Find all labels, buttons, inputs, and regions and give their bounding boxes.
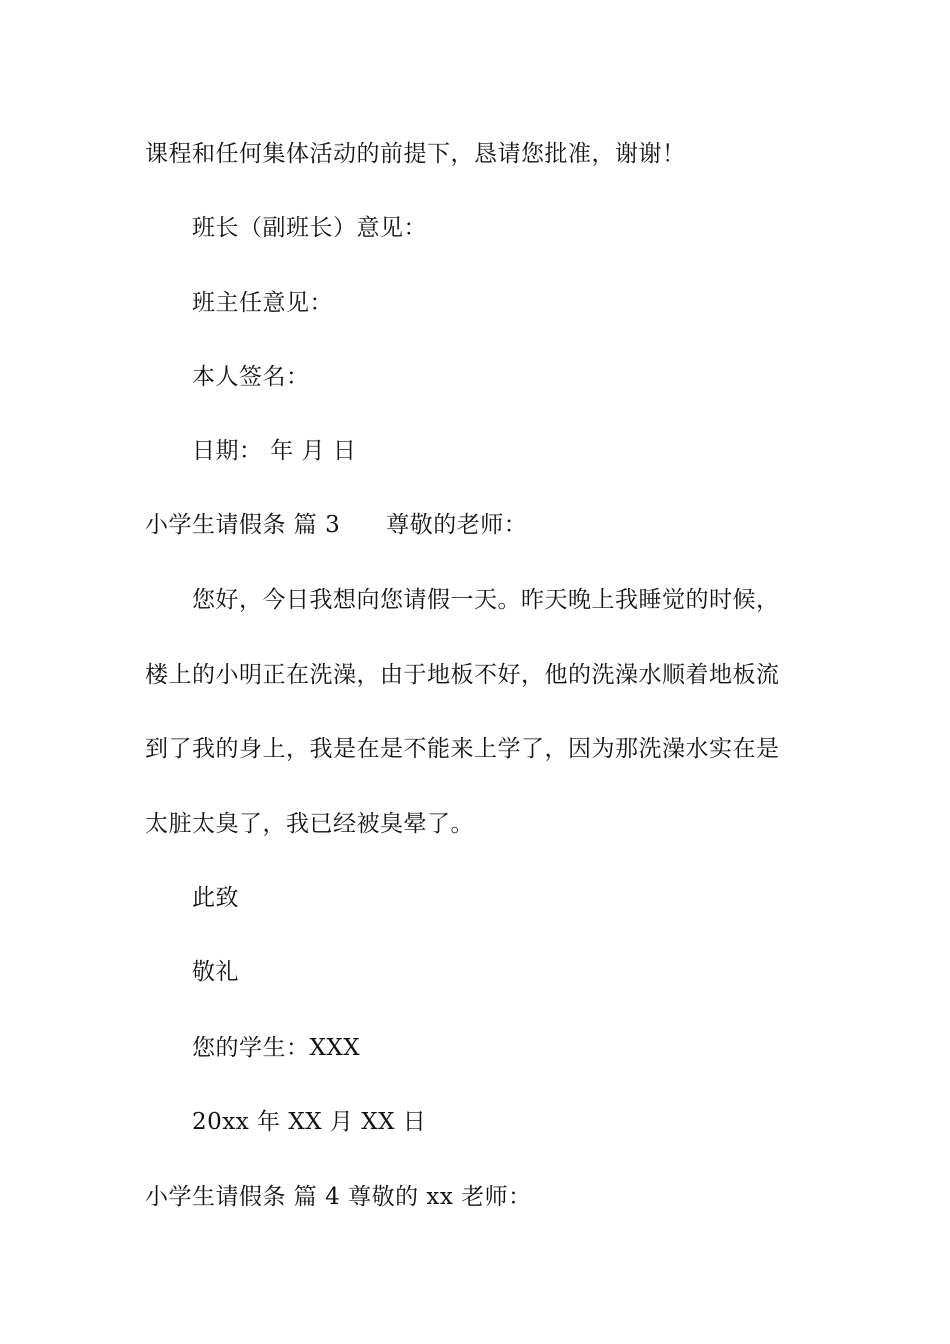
section-3-header xyxy=(145,510,825,540)
closing-cizhi: 此致 xyxy=(192,885,239,911)
body-line-2: 楼上的小明正在洗澡，由于地板不好，他的洗澡水顺着地板流 xyxy=(145,662,780,688)
paragraph-closing-request: 课程和任何集体活动的前提下，恳请您批准，谢谢！ xyxy=(145,141,686,167)
teacher-opinion-label: 班主任意见： xyxy=(192,290,333,316)
section-3-salutation: 尊敬的老师： xyxy=(386,512,528,538)
body-line-1: 您好，今日我想向您请假一天。昨天晚上我睡觉的时候， xyxy=(192,587,780,613)
signature-label: 本人签名： xyxy=(192,364,310,390)
closing-jingli: 敬礼 xyxy=(192,959,239,985)
student-signature: 您的学生：XXX xyxy=(192,1035,361,1061)
body-line-3: 到了我的身上，我是在是不能来上学了，因为那洗澡水实在是 xyxy=(145,736,780,762)
section-4-heading: 小学生请假条 篇 4 尊敬的 xx 老师： xyxy=(145,1184,532,1210)
monitor-opinion-label: 班长（副班长）意见： xyxy=(192,215,427,241)
body-line-4: 太脏太臭了，我已经被臭晕了。 xyxy=(145,811,474,837)
letter-date: 20xx 年 XX 月 XX 日 xyxy=(192,1109,427,1135)
section-3-heading: 小学生请假条 篇 3 xyxy=(145,512,341,538)
date-label: 日期： 年 月 日 xyxy=(192,438,357,464)
